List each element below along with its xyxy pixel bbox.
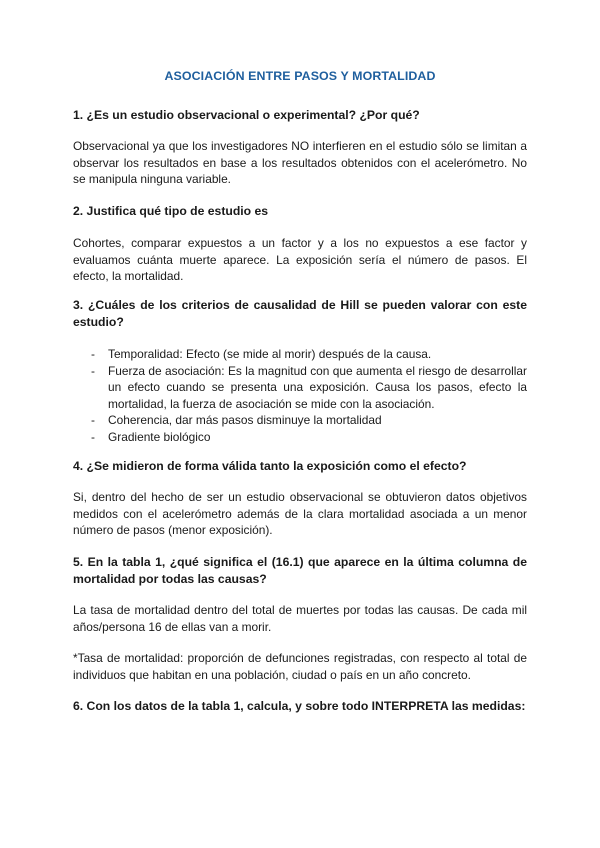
question-5: 5. En la tabla 1, ¿qué significa el (16.1) que aparece en la última columna de mortalidad por todas las causas? (73, 555, 527, 586)
list-item: - Gradiente biológico (91, 429, 211, 444)
answer-1: Observacional ya que los investigadores NO interfieren en el estudio sólo se limitan a observar los resultados en base a los resultados obtenidos con el acelerómetro. No se manipula ninguna variable. (73, 139, 527, 187)
bullet-dash: - (91, 363, 95, 378)
hill-criteria-list (73, 346, 527, 446)
bullet-dash: - (91, 347, 95, 361)
list-item: - Temporalidad: Efecto (se mide al morir) después de la causa. (91, 347, 432, 361)
list-item: - Fuerza de asociación: Es la magnitud con que aumenta el riesgo de desarrollar un efecto cuando se presenta una exposición. Causa los pasos, efecto la mortalidad, la fuerza de asociación se mide con la asociación. (91, 363, 527, 411)
question-2: 2. Justifica qué tipo de estudio es (73, 204, 269, 218)
bullet-dash: - (91, 413, 95, 428)
answer-4: Si, dentro del hecho de ser un estudio observacional se obtuvieron datos objetivos medidos con el acelerómetro además de la clara mortalidad asociada a un menor número de pasos (menor exposición). (73, 490, 527, 538)
answer-2: Cohortes, comparar expuestos a un factor y a los no expuestos a ese factor y evaluamos cuánta muerte aparece. La exposición sería el número de pasos. El efecto, la mortalidad. (73, 236, 527, 284)
answer-5: La tasa de mortalidad dentro del total de muertes por todas las causas. De cada mil años/persona 16 de ellas van a morir. (73, 603, 527, 634)
question-1: 1. ¿Es un estudio observacional o experimental? ¿Por qué? (73, 108, 420, 122)
question-6: 6. Con los datos de la tabla 1, calcula, y sobre todo INTERPRETA las medidas: (73, 699, 526, 713)
question-4: 4. ¿Se midieron de forma válida tanto la exposición como el efecto? (73, 459, 467, 473)
list-item: - Coherencia, dar más pasos disminuye la mortalidad (91, 413, 382, 428)
document-title: ASOCIACIÓN ENTRE PASOS Y MORTALIDAD (164, 69, 436, 83)
bullet-dash: - (91, 429, 95, 444)
question-3: 3. ¿Cuáles de los criterios de causalidad de Hill se pueden valorar con este estudio? (73, 298, 527, 329)
answer-5-note: *Tasa de mortalidad: proporción de defunciones registradas, con respecto al total de individuos que habitan en una población, ciudad o país en un año concreto. (73, 651, 527, 682)
